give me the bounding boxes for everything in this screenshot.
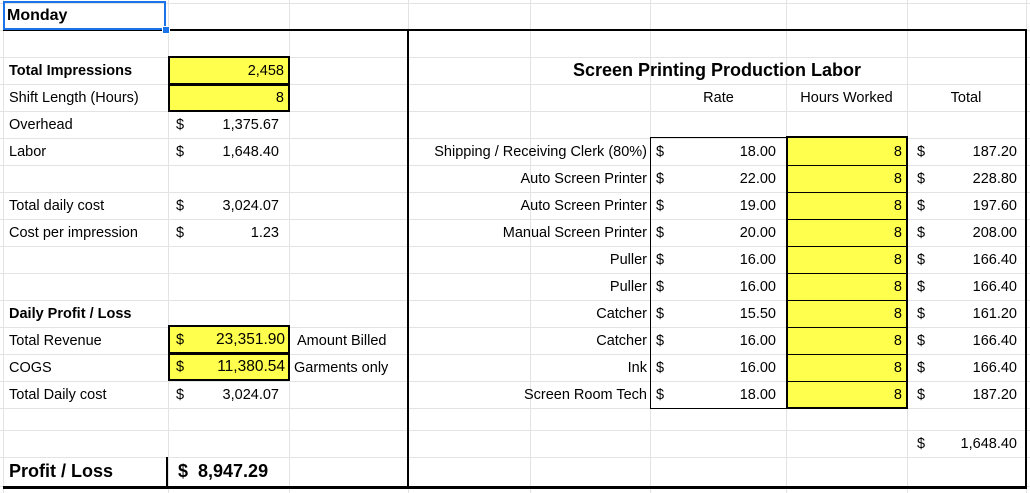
row-role-label: Screen Room Tech [523,387,647,403]
row-rate-value[interactable]: 16.00 [739,333,776,349]
row-role-label: Catcher [596,306,647,322]
row-role-label: Ink [627,360,647,376]
row-rate-value[interactable]: 18.00 [739,144,776,160]
total-daily-cost-value[interactable]: 3,024.07 [222,198,279,214]
row-total-currency: $ [917,144,926,160]
row-rate-currency: $ [656,360,665,376]
row-role-label: Manual Screen Printer [502,225,647,241]
labor-value[interactable]: 1,648.40 [222,144,279,160]
total-daily-cost2-currency: $ [176,387,185,403]
row-rate-currency: $ [656,306,665,322]
row-rate-currency: $ [656,171,665,187]
row-hours-value[interactable]: 8 [893,306,902,322]
row-total-currency: $ [917,387,926,403]
row-rate-value[interactable]: 15.50 [739,306,776,322]
shift-length-value[interactable]: 8 [275,90,284,106]
row-rate-value[interactable]: 22.00 [739,171,776,187]
row-total-currency: $ [917,198,926,214]
row-rate-value[interactable]: 16.00 [739,279,776,295]
row-total-value[interactable]: 161.20 [972,306,1017,322]
total-revenue-value[interactable]: 23,351.90 [216,331,285,348]
cost-per-impression-label: Cost per impression [9,225,138,241]
row-role-label: Auto Screen Printer [520,171,647,187]
row-total-value[interactable]: 228.80 [972,171,1017,187]
profit-loss-value[interactable]: $ 8,947.29 [178,461,269,481]
row-hours-value[interactable]: 8 [893,171,902,187]
day-cell[interactable]: Monday [7,7,68,24]
total-impressions-label: Total Impressions [9,63,133,79]
row-role-label: Shipping / Receiving Clerk (80%) [434,144,647,160]
row-hours-value[interactable]: 8 [893,387,902,403]
row-total-currency: $ [917,225,926,241]
row-rate-currency: $ [656,198,665,214]
row-total-currency: $ [917,171,926,187]
row-total-value[interactable]: 166.40 [972,279,1017,295]
row-total-value[interactable]: 197.60 [972,198,1017,214]
row-hours-value[interactable]: 8 [893,333,902,349]
total-daily-cost2-value[interactable]: 3,024.07 [222,387,279,403]
row-role-label: Auto Screen Printer [520,198,647,214]
total-header: Total [950,90,982,106]
row-rate-value[interactable]: 16.00 [739,360,776,376]
row-total-value[interactable]: 166.40 [972,360,1017,376]
row-total-currency: $ [917,252,926,268]
row-rate-value[interactable]: 19.00 [739,198,776,214]
row-hours-value[interactable]: 8 [893,279,902,295]
row-hours-value[interactable]: 8 [893,144,902,160]
row-rate-currency: $ [656,333,665,349]
total-daily-cost-label: Total daily cost [9,198,105,214]
cogs-note: Garments only [294,360,389,376]
row-hours-value[interactable]: 8 [893,198,902,214]
row-total-currency: $ [917,360,926,376]
overhead-currency: $ [176,117,185,133]
total-daily-cost2-label: Total Daily cost [9,387,107,403]
row-total-currency: $ [917,333,926,349]
labor-currency: $ [176,144,185,160]
total-impressions-value[interactable]: 2,458 [247,63,284,79]
daily-pl-heading: Daily Profit / Loss [9,306,132,322]
total-revenue-label: Total Revenue [9,333,102,349]
row-total-value[interactable]: 187.20 [972,144,1017,160]
row-hours-value[interactable]: 8 [893,252,902,268]
row-total-value[interactable]: 166.40 [972,252,1017,268]
grand-total-currency: $ [917,436,926,452]
cost-per-impression-value[interactable]: 1.23 [250,225,279,241]
row-rate-currency: $ [656,144,665,160]
row-role-label: Puller [609,279,647,295]
fill-handle[interactable] [162,26,170,34]
overhead-value[interactable]: 1,375.67 [222,117,279,133]
profit-loss-label: Profit / Loss [9,461,114,481]
cogs-currency: $ [176,359,185,375]
hours-header: Hours Worked [800,90,893,106]
row-total-value[interactable]: 166.40 [972,333,1017,349]
total-revenue-note: Amount Billed [297,333,387,349]
row-rate-value[interactable]: 20.00 [739,225,776,241]
row-rate-value[interactable]: 16.00 [739,252,776,268]
total-revenue-currency: $ [176,332,185,348]
cogs-value[interactable]: 11,380.54 [217,358,285,375]
row-hours-value[interactable]: 8 [893,360,902,376]
total-daily-cost-currency: $ [176,198,185,214]
labor-label: Labor [9,144,47,160]
row-total-value[interactable]: 208.00 [972,225,1017,241]
rate-header: Rate [703,90,734,106]
row-rate-currency: $ [656,252,665,268]
row-rate-currency: $ [656,387,665,403]
row-total-currency: $ [917,306,926,322]
row-role-label: Puller [609,252,647,268]
row-total-currency: $ [917,279,926,295]
labor-table-title: Screen Printing Production Labor [572,60,862,80]
cogs-label: COGS [9,360,52,376]
row-rate-currency: $ [656,279,665,295]
overhead-label: Overhead [9,117,73,133]
row-role-label: Catcher [596,333,647,349]
row-hours-value[interactable]: 8 [893,225,902,241]
cost-per-impression-currency: $ [176,225,185,241]
shift-length-label: Shift Length (Hours) [9,90,139,106]
row-rate-currency: $ [656,225,665,241]
row-rate-value[interactable]: 18.00 [739,387,776,403]
row-total-value[interactable]: 187.20 [972,387,1017,403]
grand-total-value[interactable]: 1,648.40 [960,436,1017,452]
